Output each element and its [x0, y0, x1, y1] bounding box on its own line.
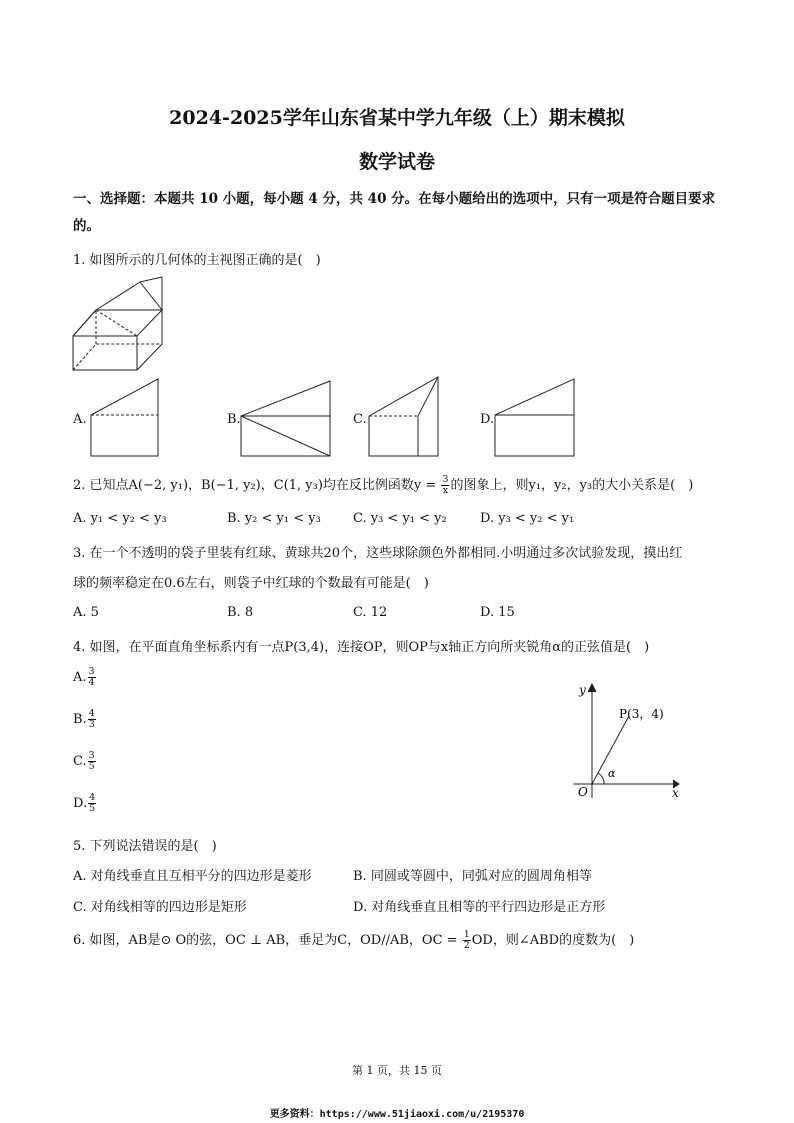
q4-option-a-num: 3 — [88, 666, 95, 677]
more-resources-link[interactable]: 更多资料：https://www.51jiaoxi.com/u/2195370 — [269, 1109, 525, 1120]
page-subtitle: 数学试卷 — [358, 151, 435, 173]
q1-option-b-label: B. — [227, 412, 241, 427]
q4-coordinate-figure — [565, 680, 690, 800]
q4-option-d-den: 5 — [89, 803, 96, 814]
q5-option-b[interactable]: B. 同圆或等圆中，同弧对应的圆周角相等 — [353, 869, 592, 884]
page-title: 2024-2025学年山东省某中学九年级（上）期末模拟 — [169, 107, 625, 129]
q4-option-b[interactable] — [73, 709, 97, 730]
q4-option-d[interactable] — [73, 793, 97, 814]
q4-stem: 4. 如图，在平面直角坐标系内有一点P(3,4)，连接OP，则OP与x轴正方向所夹锐角α的正弦值是( ) — [73, 640, 650, 655]
q2-frac-den: x — [442, 485, 449, 496]
q4-option-b-num: 4 — [88, 708, 95, 719]
q4-option-c-num: 3 — [88, 750, 95, 761]
q3-option-c[interactable]: C. 12 — [353, 605, 388, 620]
q4-option-c[interactable] — [73, 751, 97, 772]
q1-option-d-label: D. — [480, 412, 495, 427]
q3-option-a[interactable]: A. 5 — [73, 605, 99, 620]
q3-stem-line1: 3. 在一个不透明的袋子里装有红球、黄球共20个，这些球除颜色外都相同.小明通过多次试验发现，摸出红 — [73, 546, 683, 561]
q2-option-a[interactable]: A. y₁ < y₂ < y₃ — [73, 511, 167, 526]
q4-option-c-label: C. — [73, 754, 87, 769]
q3-stem-line2: 球的频率稳定在0.6左右，则袋子中红球的个数最有可能是( ) — [73, 576, 429, 591]
q6-stem-b: OD，则∠ABD的度数为( ) — [471, 933, 635, 948]
q2-frac-num: 3 — [442, 474, 449, 485]
origin-label: O — [578, 785, 588, 799]
alpha-label: α — [608, 767, 616, 780]
q2-stem-b: 的图象上，则y₁，y₂，y₃的大小关系是( ) — [450, 478, 694, 493]
point-p-label: P(3，4) — [619, 707, 664, 721]
q2-stem-a: 2. 已知点A(−2, y₁)，B(−1, y₂)，C(1, y₃)均在反比例函数y = — [73, 478, 441, 493]
q5-stem: 5. 下列说法错误的是( ) — [73, 839, 217, 854]
q1-option-a-label: A. — [73, 412, 87, 427]
q4-option-a-label: A. — [73, 670, 87, 685]
q2-stem — [73, 474, 693, 496]
q1-stem: 1. 如图所示的几何体的主视图正确的是( ) — [73, 253, 321, 268]
q6-fraction — [463, 930, 471, 951]
q6-stem — [73, 929, 634, 951]
angle-alpha-arc — [598, 773, 604, 784]
q4-option-a[interactable] — [73, 667, 97, 688]
q2-option-b[interactable]: B. y₂ < y₁ < y₃ — [227, 511, 321, 526]
q1-solid-figure — [70, 272, 170, 372]
q2-fraction — [441, 475, 449, 496]
x-axis-label: x — [672, 786, 679, 800]
q4-option-d-num: 4 — [89, 792, 96, 803]
q4-option-c-den: 5 — [88, 761, 95, 772]
q2-option-d[interactable]: D. y₃ < y₂ < y₁ — [480, 511, 575, 526]
q4-option-d-label: D. — [73, 796, 88, 811]
section-header-line2: 的。 — [73, 218, 100, 234]
q6-frac-den: 2 — [463, 940, 470, 951]
q6-frac-num: 1 — [463, 929, 470, 940]
section-header-line1: 一、选择题：本题共 10 小题，每小题 4 分，共 40 分。在每小题给出的选项中，只有一项是符合题目要求 — [73, 191, 716, 207]
q2-option-c[interactable]: C. y₃ < y₁ < y₂ — [353, 511, 447, 526]
q1-option-c-figure[interactable] — [368, 376, 440, 458]
q4-option-a-den: 4 — [88, 677, 95, 688]
q1-option-b-figure[interactable] — [240, 380, 332, 458]
q6-stem-a: 6. 如图，AB是⊙ O的弦，OC ⊥ AB，垂足为C，OD//AB，OC = — [73, 933, 462, 948]
q4-option-b-den: 3 — [88, 719, 95, 730]
page-number: 第 1 页，共 15 页 — [352, 1064, 442, 1077]
q5-option-c[interactable]: C. 对角线相等的四边形是矩形 — [73, 900, 247, 915]
q3-option-b[interactable]: B. 8 — [227, 605, 254, 620]
q1-option-d-figure[interactable] — [494, 378, 576, 458]
q1-option-c-label: C. — [353, 412, 367, 427]
q1-option-a-figure[interactable] — [90, 378, 160, 458]
q3-option-d[interactable]: D. 15 — [480, 605, 515, 620]
y-axis-label: y — [579, 683, 586, 697]
q5-option-d[interactable]: D. 对角线垂直且相等的平行四边形是正方形 — [353, 900, 606, 915]
q4-option-b-label: B. — [73, 712, 87, 727]
q5-option-a[interactable]: A. 对角线垂直且互相平分的四边形是菱形 — [73, 869, 312, 884]
